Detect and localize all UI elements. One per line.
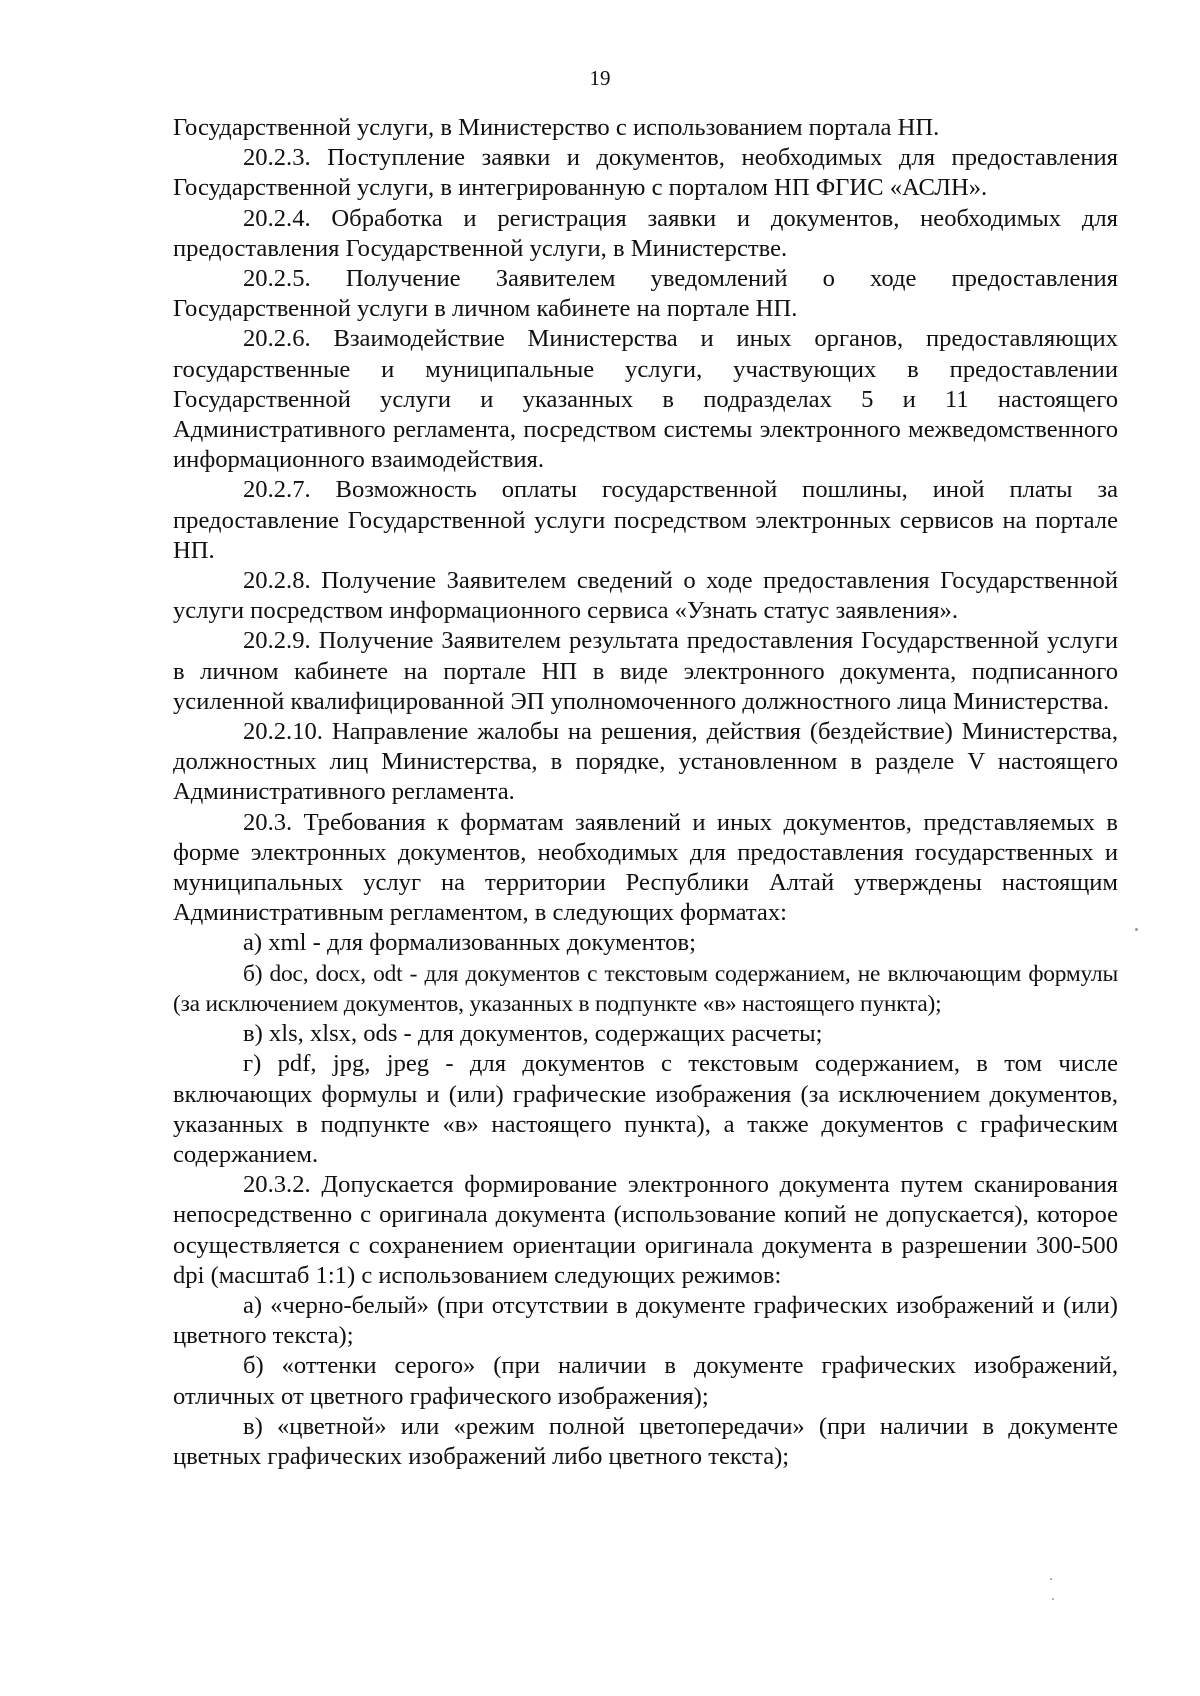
paragraph-20-3-2: 20.3.2. Допускается формирование электронного документа путем сканирования непосредственно с оригинала документа (использование копий не допускается), которое осуществляется с сохранением ориентации оригинала документа в разрешении 300-500 dpi (масштаб 1:1) с использованием следующих режимов: (173, 1171, 1118, 1289)
paragraph-20-2-9: 20.2.9. Получение Заявителем результата предоставления Государственной услуги в личном кабинете на портале НП в виде электронного документа, подписанного усиленной квалифицированной ЭП уполномоченного должностного лица Министерства. (173, 627, 1118, 715)
paragraph-20-2-8: 20.2.8. Получение Заявителем сведений о ходе предоставления Государственной услуги посредством информационного сервиса «Узнать статус заявления». (173, 567, 1118, 625)
paragraph-20-2-4: 20.2.4. Обработка и регистрация заявки и документов, необходимых для предоставления Государственной услуги, в Министерстве. (173, 204, 1118, 262)
list-item-g-pdf: г) pdf, jpg, jpeg - для документов с текстовым содержанием, в том числе включающих формулы и (или) графические изображения (за исключением документов, указанных в подпункте «в» настоящего пункта), а также документов с графическим содержанием. (173, 1050, 1118, 1168)
list-item-v-xls: в) xls, xlsx, ods - для документов, содержащих расчеты; (243, 1020, 823, 1048)
mode-item-grayscale: б) «оттенки серого» (при наличии в документе графических изображений, отличных от цветного графического изображения); (173, 1352, 1118, 1410)
scan-speck (1050, 1578, 1052, 1580)
paragraph-20-3: 20.3. Требования к форматам заявлений и иных документов, представляемых в форме электронных документов, необходимых для предоставления государственных и муниципальных услуг на территории Республики Алтай утверждены настоящим Административным регламентом, в следующих форматах: (173, 808, 1118, 927)
mode-item-color: в) «цветной» или «режим полной цветопередачи» (при наличии в документе цветных графических изображений либо цветного текста); (173, 1412, 1118, 1470)
paragraph-20-2-3: 20.2.3. Поступление заявки и документов, необходимых для предоставления Государственной услуги, в интегрированную с порталом НП ФГИС «АСЛН». (173, 144, 1118, 202)
paragraph-20-2-6: 20.2.6. Взаимодействие Министерства и иных органов, предоставляющих государственные и муниципальные услуги, участвующих в предоставлении Государственной услуги и указанных в подразделах 5 и 11 настоящего Административного регламента, посредством системы электронного межведомственного информационного взаимодействия. (173, 325, 1118, 474)
scan-speck (1135, 928, 1138, 931)
document-body (173, 113, 1118, 1472)
page-number: 19 (589, 66, 611, 90)
list-item-a-xml: а) xml - для формализованных документов; (243, 929, 696, 957)
paragraph-20-2-7: 20.2.7. Возможность оплаты государственной пошлины, иной платы за предоставление Государственной услуги посредством электронных сервисов на портале НП. (173, 476, 1118, 564)
paragraph-20-2-5: 20.2.5. Получение Заявителем уведомлений о ходе предоставления Государственной услуги в личном кабинете на портале НП. (173, 265, 1118, 323)
scan-speck (1052, 1598, 1054, 1600)
mode-item-black-white: а) «черно-белый» (при отсутствии в документе графических изображений и (или) цветного текста); (173, 1291, 1118, 1350)
paragraph-20-2-10: 20.2.10. Направление жалобы на решения, действия (бездействие) Министерства, должностных лиц Министерства, в порядке, установленном в разделе V настоящего Административного регламента. (173, 718, 1118, 806)
list-item-b-doc: б) doc, docx, odt - для документов с текстовым содержанием, не включающим формулы (за исключением документов, указанных в подпункте «в» настоящего пункта); (173, 960, 1118, 1017)
paragraph-continuation: Государственной услуги, в Министерство с использованием портала НП. (173, 114, 940, 141)
